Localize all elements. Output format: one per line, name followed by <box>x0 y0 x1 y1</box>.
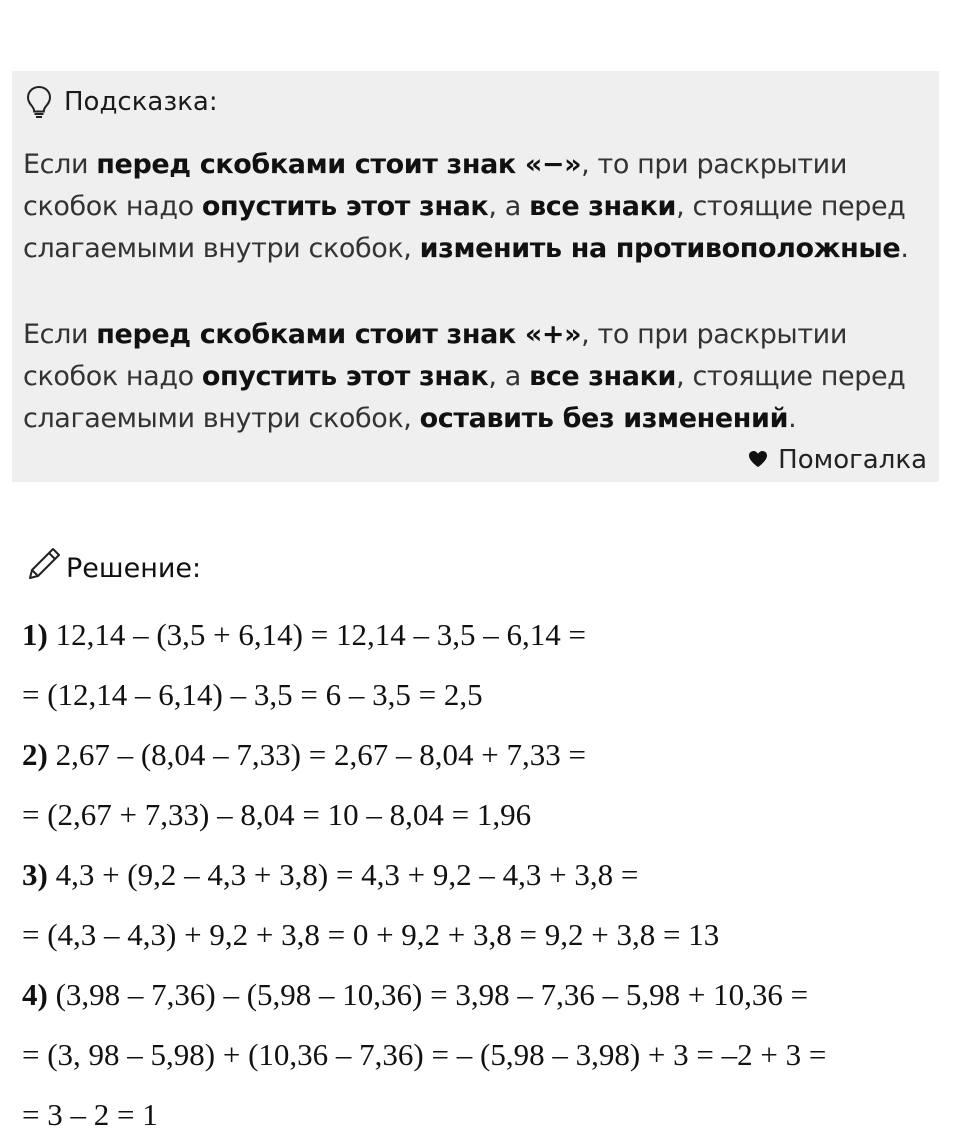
solution-header <box>26 546 201 592</box>
hint-box <box>12 71 939 482</box>
emphasis-text: изменить на противоположные <box>419 233 901 264</box>
lightbulb-icon <box>26 85 52 119</box>
plain-text: Если <box>23 319 97 350</box>
hint-paragraph-plus <box>23 314 923 440</box>
solution-lines <box>22 605 942 1145</box>
step-number: 4) <box>22 977 48 1012</box>
step-number: 3) <box>22 857 48 892</box>
solution-line <box>22 1025 942 1085</box>
plain-text: , то при раскрытии скобок надо <box>23 319 847 392</box>
plain-text: , стоящие перед слагаемыми внутри скобок, <box>23 191 906 264</box>
solution-line <box>22 905 942 965</box>
solution-line <box>22 725 942 785</box>
step-number: 2) <box>22 737 48 772</box>
plain-text: , то при раскрытии скобок надо <box>23 149 847 222</box>
emphasis-text: все знаки <box>529 191 677 222</box>
emphasis-text: опустить этот знак <box>201 191 489 222</box>
equation-text: 4,3 + (9,2 – 4,3 + 3,8) = 4,3 + 9,2 – 4,3 + 3,8 = <box>47 857 639 892</box>
emphasis-text: перед скобками стоит знак «−» <box>96 149 582 180</box>
solution-line <box>22 785 942 845</box>
solution-line <box>22 1085 942 1145</box>
equation-text: (3,98 – 7,36) – (5,98 – 10,36) = 3,98 – 7,36 – 5,98 + 10,36 = <box>47 977 809 1012</box>
brand-name: Помогалка <box>778 445 927 475</box>
hint-header <box>26 85 218 119</box>
emphasis-text: опустить этот знак <box>201 361 489 392</box>
hint-title: Подсказка: <box>64 87 218 117</box>
plain-text: . <box>788 403 797 434</box>
solution-line <box>22 665 942 725</box>
solution-line <box>22 965 942 1025</box>
equation-text: = 3 – 2 = 1 <box>22 1097 158 1132</box>
step-number: 1) <box>22 617 48 652</box>
equation-text: = (2,67 + 7,33) – 8,04 = 10 – 8,04 = 1,96 <box>22 797 532 832</box>
solution-line <box>22 605 942 665</box>
brand-link[interactable] <box>748 444 927 476</box>
pencil-icon <box>26 546 62 592</box>
plain-text: , а <box>488 191 530 222</box>
heart-icon <box>748 444 768 476</box>
plain-text: , стоящие перед слагаемыми внутри скобок, <box>23 361 906 434</box>
emphasis-text: все знаки <box>529 361 677 392</box>
equation-text: 12,14 – (3,5 + 6,14) = 12,14 – 3,5 – 6,14 = <box>47 617 586 652</box>
hint-paragraph-minus <box>23 144 923 270</box>
equation-text: = (12,14 – 6,14) – 3,5 = 6 – 3,5 = 2,5 <box>22 677 483 712</box>
emphasis-text: оставить без изменений <box>419 403 789 434</box>
plain-text: Если <box>23 149 97 180</box>
solution-title: Решение: <box>66 553 202 584</box>
emphasis-text: перед скобками стоит знак «+» <box>96 319 582 350</box>
equation-text: = (4,3 – 4,3) + 9,2 + 3,8 = 0 + 9,2 + 3,8 = 9,2 + 3,8 = 13 <box>22 917 720 952</box>
plain-text: . <box>900 233 909 264</box>
equation-text: 2,67 – (8,04 – 7,33) = 2,67 – 8,04 + 7,33 = <box>47 737 586 772</box>
solution-line <box>22 845 942 905</box>
equation-text: = (3, 98 – 5,98) + (10,36 – 7,36) = – (5,98 – 3,98) + 3 = –2 + 3 = <box>22 1037 827 1072</box>
plain-text: , а <box>488 361 530 392</box>
